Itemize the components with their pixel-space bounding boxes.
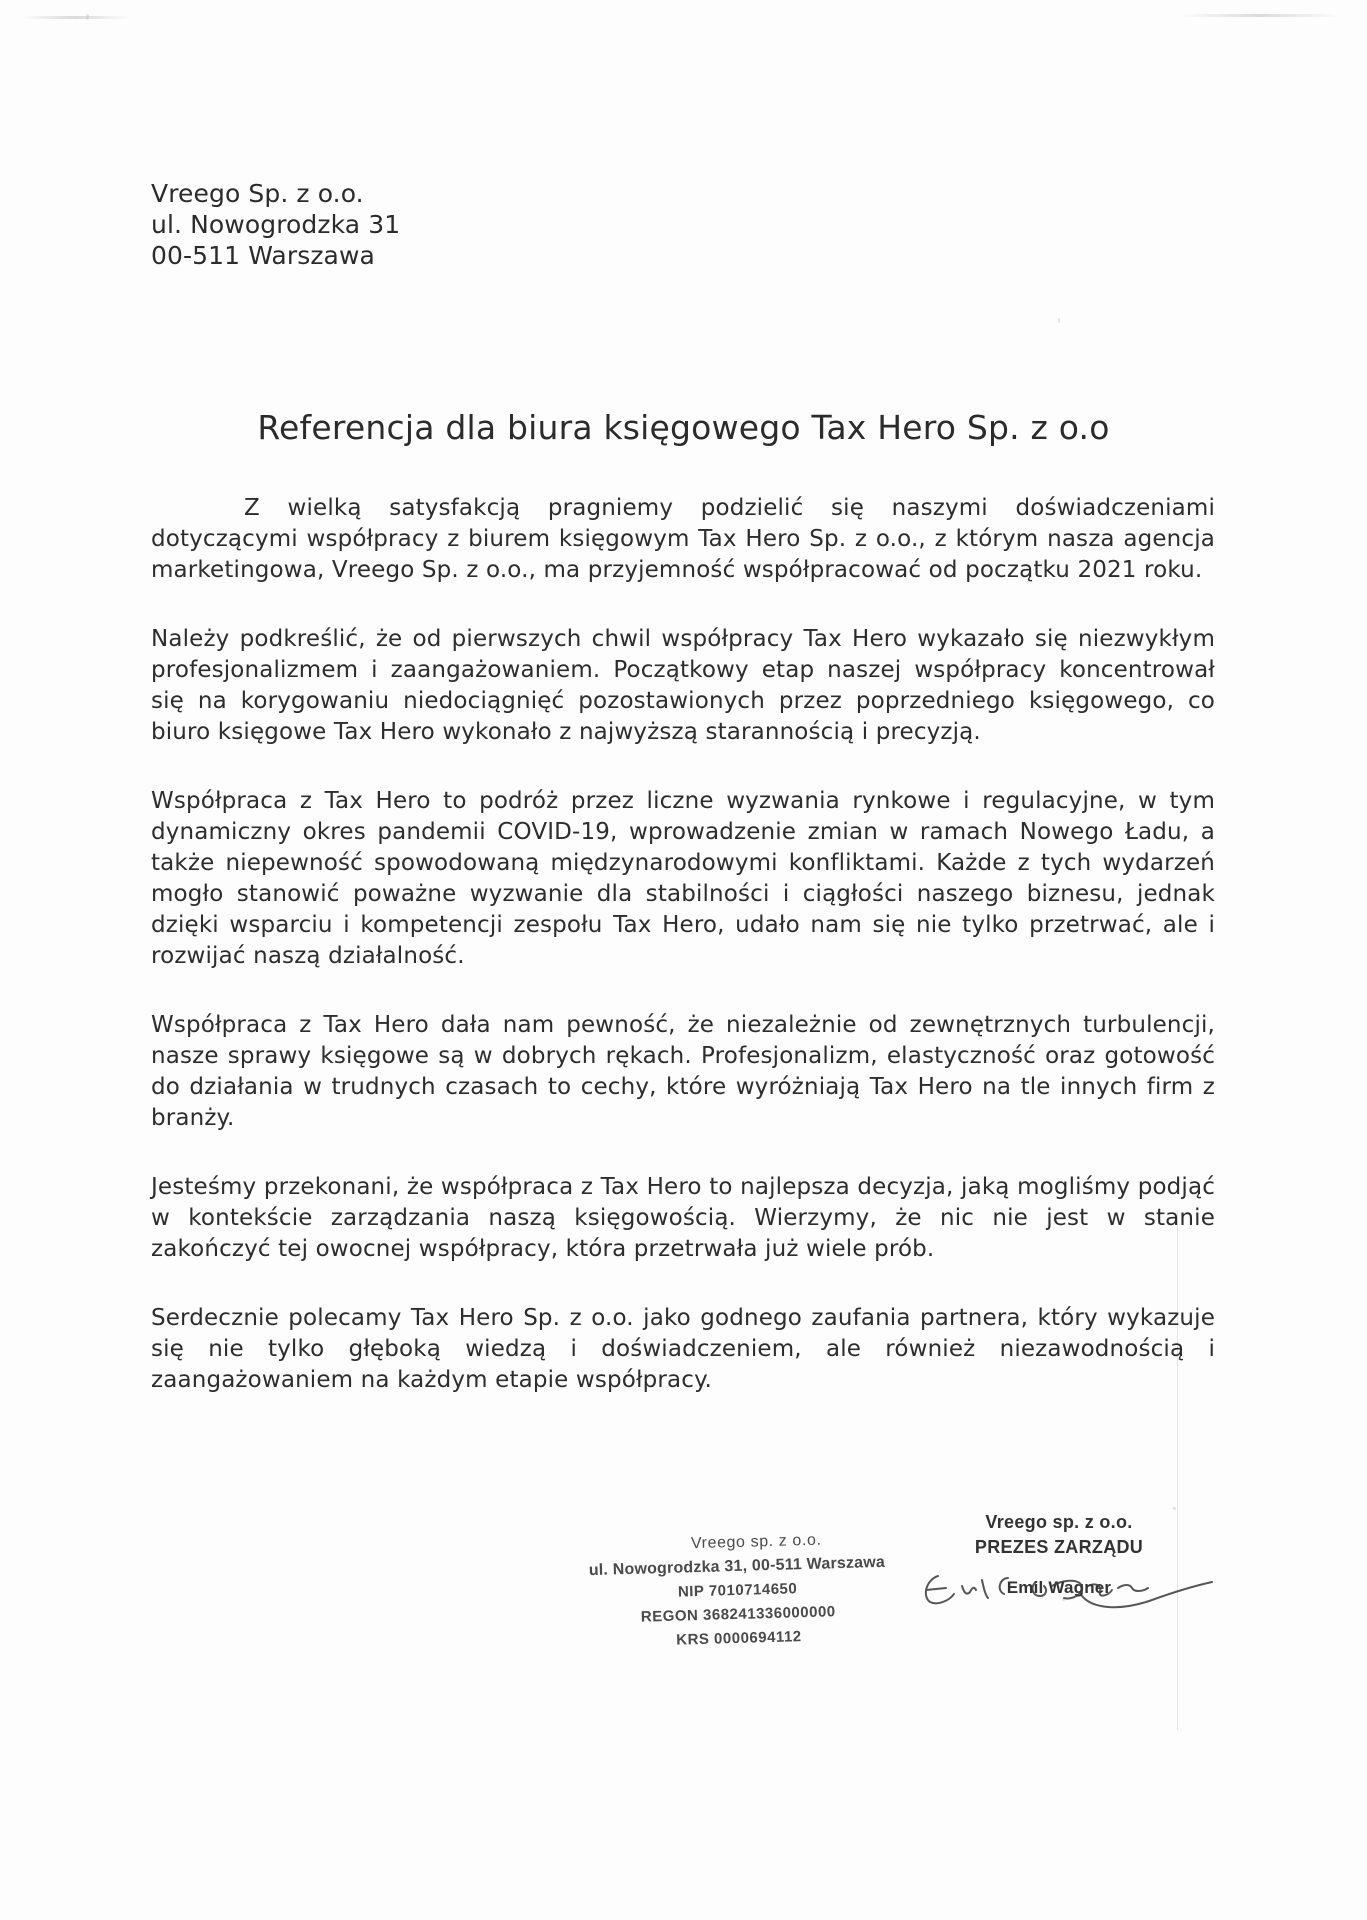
signatory-company: Vreego sp. z o.o. [985,1512,1133,1532]
stamp-nip: NIP 7010714650 [677,1580,798,1601]
paragraph: Serdecznie polecamy Tax Hero Sp. z o.o. jako godnego zaufania partnera, który wykazuje się nie tylko głęboką wiedzą i doświadczeniem, ale również niezawodnością i zaangażowaniem na każdym etapie współpracy. [151,1305,1215,1393]
scan-smudge [20,16,130,19]
paragraph: Z wielką satysfakcją pragniemy podzielić się naszymi doświadczeniami dotyczącymi współpracy z biurem księgowym Tax Hero Sp. z o.o., z którym nasza agencja marketingowa, Vreego Sp. z o.o., ma przyjemność współpracować od początku 2021 roku. [151,495,1215,583]
handwritten-signature [912,1556,1222,1626]
sender-company: Vreego Sp. z o.o. [151,179,364,208]
letter-title: Referencja dla biura księgowego Tax Hero Sp. z o.o [257,408,1110,447]
paragraph: Należy podkreślić, że od pierwszych chwil współpracy Tax Hero wykazało się niezwykłym profesjonalizmem i zaangażowaniem. Początkowy etap naszej współpracy koncentrował się na korygowaniu niedociągnięć pozostawionych przez poprzedniego księgowego, co biuro księgowe Tax Hero wykonało z najwyższą starannością i precyzją. [151,626,1215,745]
paragraph: Jesteśmy przekonani, że współpraca z Tax Hero to najlepsza decyzja, jaką mogliśmy podjąć w kontekście zarządzania naszą księgowością. Wierzymy, że nic nie jest w stanie zakończyć tej owocnej współpracy, która przetrwała już wiele prób. [151,1174,1215,1262]
scan-speck [1058,318,1060,323]
paragraph: Współpraca z Tax Hero to podróż przez liczne wyzwania rynkowe i regulacyjne, w tym dynamiczny okres pandemii COVID-19, wprowadzenie zmian w ramach Nowego Ładu, a także niepewność spowodowaną międzynarodowymi konfliktami. Każde z tych wydarzeń mogło stanowić poważne wyzwanie dla stabilności i ciągłości naszego biznesu, jednak dzięki wsparciu i kompetencji zespołu Tax Hero, udało nam się nie tylko przetrwać, ale i rozwijać naszą działalność. [151,788,1215,969]
stamp-regon: REGON 368241336000000 [640,1603,836,1626]
paragraph: Współpraca z Tax Hero dała nam pewność, że niezależnie od zewnętrznych turbulencji, nasze sprawy księgowe są w dobrych rękach. Profesjonalizm, elastyczność oraz gotowość do działania w trudnych czasach to cechy, które wyróżniają Tax Hero na tle innych firm z branży. [151,1012,1215,1131]
scan-smudge [1180,14,1340,17]
letter-body [151,493,1215,1434]
stamp-krs: KRS 0000694112 [675,1628,802,1649]
stamp-company-name: Vreego sp. z o.o. [690,1531,822,1553]
sender-address [151,178,400,271]
stamp-address: ul. Nowogrodzka 31, 00-511 Warszawa [588,1553,886,1580]
sender-city: 00-511 Warszawa [151,241,375,270]
company-stamp [556,1526,919,1656]
signatory-role: PREZES ZARZĄDU [974,1537,1144,1557]
signatory-name: Emil Wagner [1006,1578,1112,1597]
sender-street: ul. Nowogrodzka 31 [151,210,401,239]
scan-speck [86,14,89,20]
